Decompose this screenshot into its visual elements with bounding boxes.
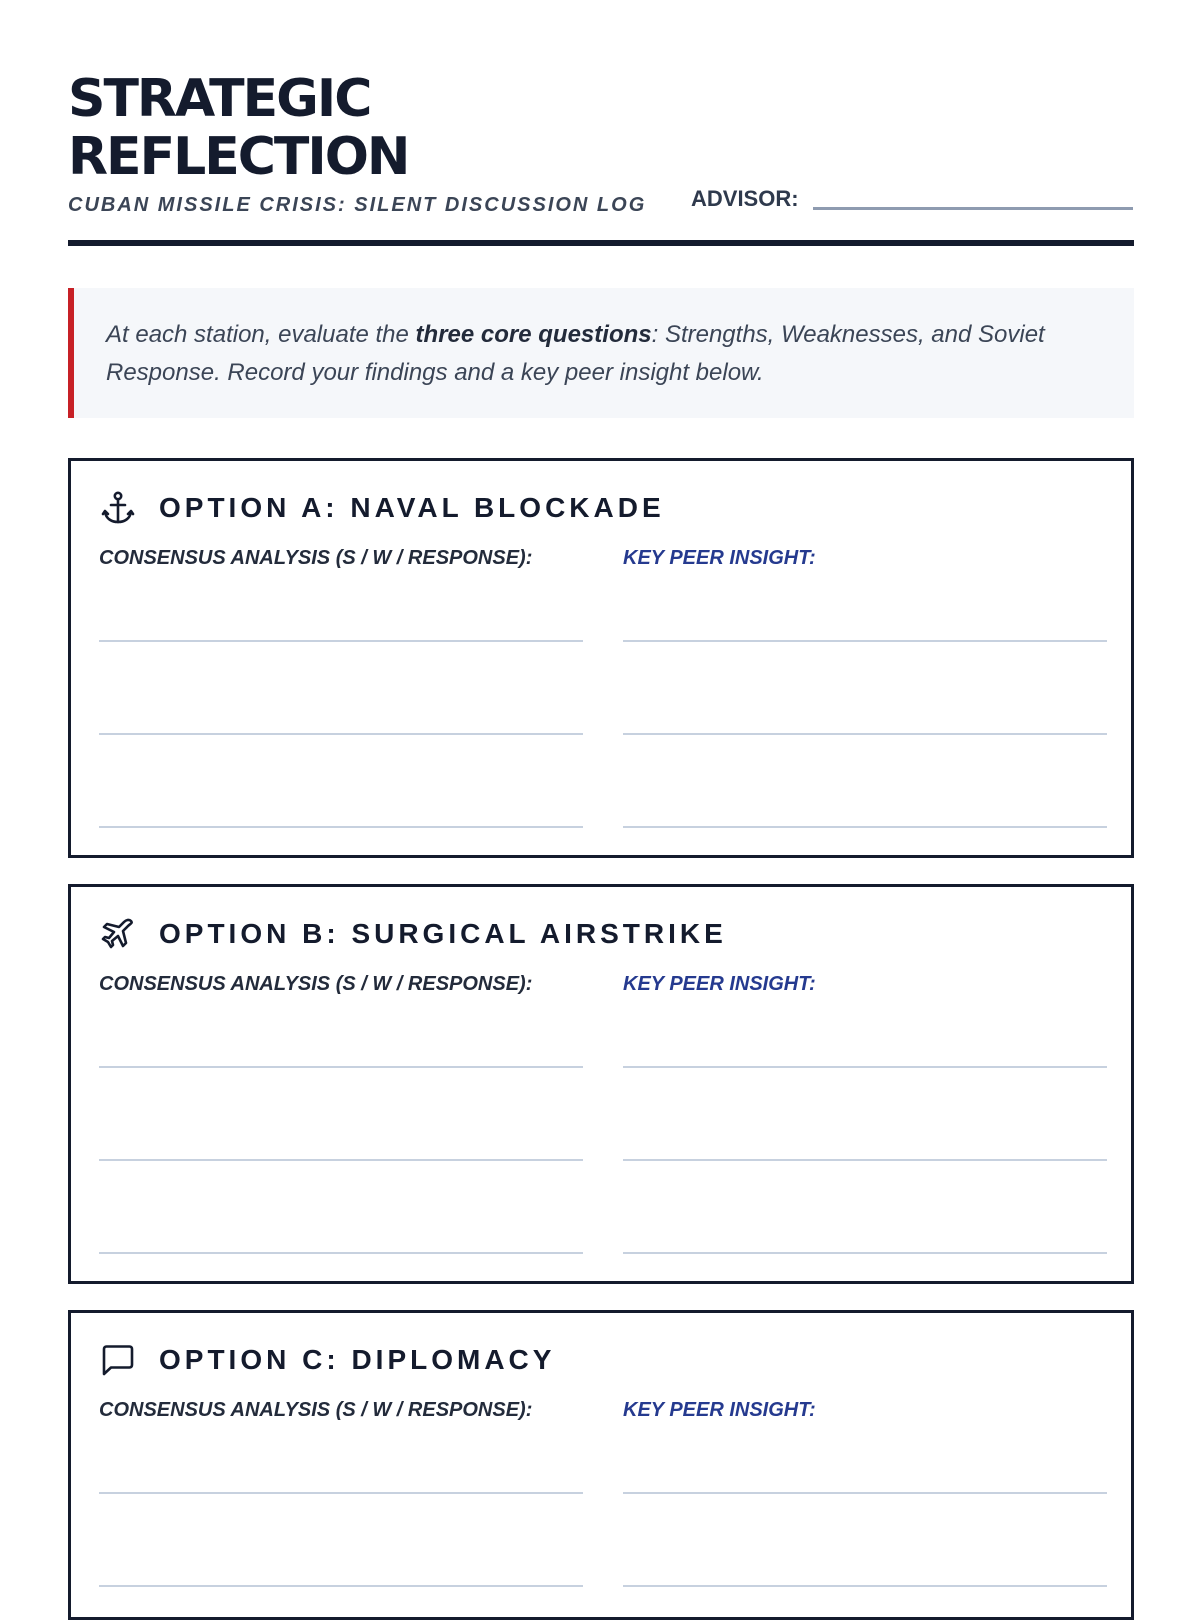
insight-line-b-1[interactable] (623, 1066, 1107, 1068)
consensus-analysis-label-a: CONSENSUS ANALYSIS (S / W / RESPONSE): (99, 547, 533, 569)
insight-line-b-2[interactable] (623, 1159, 1107, 1161)
option-title-c: OPTION C: DIPLOMACY (159, 1344, 556, 1375)
key-peer-insight-label-b: KEY PEER INSIGHT: (623, 973, 816, 995)
advisor-label: ADVISOR: (691, 186, 799, 211)
consensus-analysis-label-b: CONSENSUS ANALYSIS (S / W / RESPONSE): (99, 973, 533, 995)
instructions-emphasis: three core questions (415, 321, 652, 348)
insight-line-a-2[interactable] (623, 733, 1107, 735)
header-divider (68, 240, 1134, 246)
instructions-box (68, 288, 1134, 418)
instructions-suffix: : Strengths, Weaknesses, and Soviet Response. Record your findings and a key peer insight below. (106, 321, 1045, 386)
airplane-icon (99, 915, 137, 953)
speech-bubble-icon (99, 1341, 137, 1379)
consensus-line-b-1[interactable] (99, 1066, 583, 1068)
page-title-line-1: STRATEGIC (68, 69, 371, 129)
insight-line-c-2[interactable] (623, 1585, 1107, 1587)
option-card-b (68, 884, 1134, 1284)
consensus-line-a-2[interactable] (99, 733, 583, 735)
consensus-line-c-2[interactable] (99, 1585, 583, 1587)
page-title-line-2: REFLECTION (68, 127, 409, 187)
key-peer-insight-label-c: KEY PEER INSIGHT: (623, 1399, 816, 1421)
option-header-c (99, 1341, 555, 1379)
option-header-b (99, 915, 727, 953)
insight-line-c-1[interactable] (623, 1492, 1107, 1494)
consensus-analysis-label-c: CONSENSUS ANALYSIS (S / W / RESPONSE): (99, 1399, 533, 1421)
consensus-line-b-3[interactable] (99, 1252, 583, 1254)
insight-line-b-3[interactable] (623, 1252, 1107, 1254)
worksheet-page (68, 0, 1134, 1421)
option-title-a: OPTION A: NAVAL BLOCKADE (159, 492, 665, 523)
page-subtitle: CUBAN MISSILE CRISIS: SILENT DISCUSSION LOG (68, 194, 647, 216)
consensus-line-b-2[interactable] (99, 1159, 583, 1161)
advisor-field (691, 186, 1133, 212)
key-peer-insight-label-a: KEY PEER INSIGHT: (623, 547, 816, 569)
insight-line-a-1[interactable] (623, 640, 1107, 642)
advisor-name-line[interactable] (813, 207, 1133, 210)
anchor-icon (99, 489, 137, 527)
insight-line-a-3[interactable] (623, 826, 1107, 828)
instructions-prefix: At each station, evaluate the (106, 321, 416, 348)
consensus-line-c-1[interactable] (99, 1492, 583, 1494)
consensus-line-a-3[interactable] (99, 826, 583, 828)
option-card-a (68, 458, 1134, 858)
option-card-c (68, 1310, 1134, 1620)
worksheet-header (68, 0, 1134, 248)
page-title (68, 70, 408, 186)
option-header-a (99, 489, 665, 527)
option-title-b: OPTION B: SURGICAL AIRSTRIKE (159, 918, 727, 949)
consensus-line-a-1[interactable] (99, 640, 583, 642)
